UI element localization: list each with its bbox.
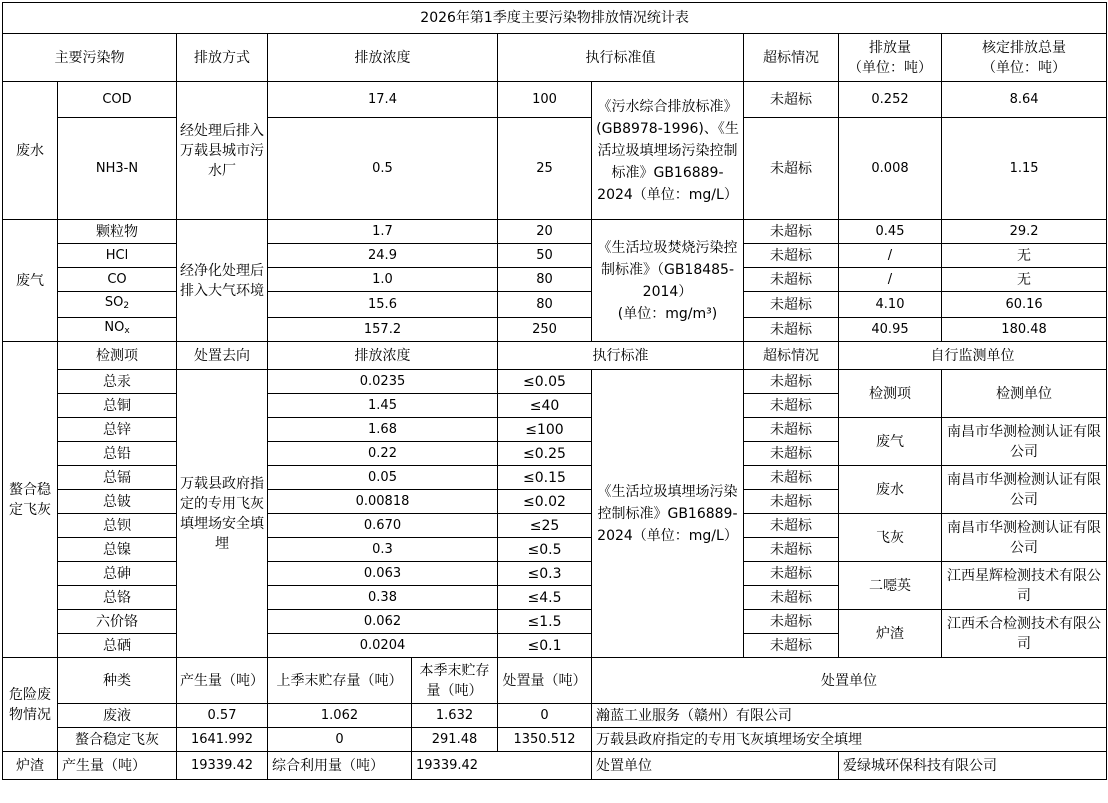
hazardous-produced: 1641.992 (177, 728, 268, 752)
flyash-limit: ≤0.25 (498, 442, 592, 466)
exhaust-limit: 250 (498, 318, 592, 342)
flyash-limit: ≤25 (498, 514, 592, 538)
wastewater-item: NH3-N (58, 118, 177, 220)
wastewater-method: 经处理后排入万载县城市污水厂 (177, 82, 268, 220)
hazardous-kind: 废液 (58, 704, 177, 728)
exhaust-item (58, 318, 177, 342)
flyash-item: 六价铬 (58, 610, 177, 634)
header-exceed: 超标情况 (744, 34, 839, 82)
flyash-limit: ≤40 (498, 394, 592, 418)
flyash-limit: ≤100 (498, 418, 592, 442)
monitor-item: 飞灰 (839, 514, 942, 562)
exhaust-standard (592, 220, 744, 342)
flyash-item: 总锌 (58, 418, 177, 442)
exhaust-amount: 0.45 (839, 220, 942, 244)
flyash-conc: 0.05 (268, 466, 498, 490)
flyash-header-exceed: 超标情况 (744, 342, 839, 370)
flyash-limit: ≤1.5 (498, 610, 592, 634)
flyash-status: 未超标 (744, 490, 839, 514)
wastewater-standard: 《污水综合排放标准》(GB8978-1996)、《生活垃圾填埋场污染控制标准》GB16889-2024（单位：mg/L） (592, 82, 744, 220)
monitor-item: 废气 (839, 418, 942, 466)
hazardous-prev-stock: 0 (268, 728, 412, 752)
monitor-unit: 南昌市华测检测认证有限公司 (942, 514, 1107, 562)
flyash-item: 总镉 (58, 466, 177, 490)
exhaust-total: 60.16 (942, 292, 1107, 318)
exhaust-status: 未超标 (744, 318, 839, 342)
hazardous-prev-stock: 1.062 (268, 704, 412, 728)
flyash-item: 总铜 (58, 394, 177, 418)
slag-category: 炉渣 (3, 752, 58, 780)
flyash-status: 未超标 (744, 442, 839, 466)
pollutant-statistics-table (2, 2, 1107, 780)
hazardous-disposed: 0 (498, 704, 592, 728)
hazardous-header-kind: 种类 (58, 658, 177, 704)
exhaust-total: 180.48 (942, 318, 1107, 342)
exhaust-limit: 20 (498, 220, 592, 244)
flyash-header-conc: 排放浓度 (268, 342, 498, 370)
hazardous-header-produced: 产生量（吨） (177, 658, 268, 704)
flyash-category: 螯合稳定飞灰 (3, 342, 58, 658)
flyash-item: 总镍 (58, 538, 177, 562)
flyash-conc: 1.45 (268, 394, 498, 418)
flyash-conc: 0.0204 (268, 634, 498, 658)
wastewater-conc: 0.5 (268, 118, 498, 220)
flyash-limit: ≤0.02 (498, 490, 592, 514)
exhaust-conc: 15.6 (268, 292, 498, 318)
slag-utilized-label: 综合利用量（吨） (268, 752, 412, 780)
exhaust-amount: / (839, 244, 942, 268)
wastewater-amount: 0.008 (839, 118, 942, 220)
monitor-unit: 南昌市华测检测认证有限公司 (942, 466, 1107, 514)
flyash-limit: ≤0.5 (498, 538, 592, 562)
exhaust-status: 未超标 (744, 268, 839, 292)
flyash-conc: 0.38 (268, 586, 498, 610)
monitor-unit: 江西禾合检测技术有限公司 (942, 610, 1107, 658)
exhaust-standard-text: 《生活垃圾焚烧污染控制标准》（GB18485-2014） (597, 239, 738, 300)
hazardous-header-curr-stock: 本季末贮存量（吨） (412, 658, 498, 704)
exhaust-method: 经净化处理后排入大气环境 (177, 220, 268, 342)
header-amount-line1: 排放量 (869, 39, 911, 56)
flyash-item: 总砷 (58, 562, 177, 586)
monitor-header-unit: 检测单位 (942, 370, 1107, 418)
monitor-header-item: 检测项 (839, 370, 942, 418)
flyash-conc: 0.3 (268, 538, 498, 562)
flyash-limit: ≤0.1 (498, 634, 592, 658)
hazardous-header-prev-stock: 上季末贮存量（吨） (268, 658, 412, 704)
hazardous-header-disposed: 处置量（吨） (498, 658, 592, 704)
exhaust-conc: 157.2 (268, 318, 498, 342)
flyash-status: 未超标 (744, 538, 839, 562)
header-amount-line2: （单位：吨） (848, 59, 932, 76)
exhaust-amount: / (839, 268, 942, 292)
header-standard: 执行标准值 (498, 34, 744, 82)
wastewater-category: 废水 (3, 82, 58, 220)
flyash-header-monitor: 自行监测单位 (839, 342, 1107, 370)
monitor-item: 炉渣 (839, 610, 942, 658)
wastewater-item: COD (58, 82, 177, 118)
exhaust-amount: 40.95 (839, 318, 942, 342)
exhaust-item-subscript: 2 (123, 301, 130, 311)
header-pollutant: 主要污染物 (3, 34, 177, 82)
exhaust-total: 无 (942, 244, 1107, 268)
exhaust-conc: 1.0 (268, 268, 498, 292)
flyash-status: 未超标 (744, 418, 839, 442)
wastewater-limit: 100 (498, 82, 592, 118)
flyash-destination: 万载县政府指定的专用飞灰填埋场安全填埋 (177, 370, 268, 658)
flyash-standard: 《生活垃圾填埋场污染控制标准》GB16889-2024（单位：mg/L） (592, 370, 744, 658)
flyash-conc: 0.670 (268, 514, 498, 538)
header-total (942, 34, 1107, 82)
slag-unit: 爱绿城环保科技有限公司 (839, 752, 1107, 780)
exhaust-conc: 24.9 (268, 244, 498, 268)
exhaust-limit: 80 (498, 292, 592, 318)
slag-produced: 19339.42 (177, 752, 268, 780)
exhaust-limit: 80 (498, 268, 592, 292)
flyash-status: 未超标 (744, 586, 839, 610)
hazardous-disposed: 1350.512 (498, 728, 592, 752)
flyash-status: 未超标 (744, 394, 839, 418)
header-concentration: 排放浓度 (268, 34, 498, 82)
exhaust-item (58, 292, 177, 318)
header-total-line2: （单位：吨） (982, 59, 1067, 76)
flyash-conc: 0.22 (268, 442, 498, 466)
hazardous-unit: 万载县政府指定的专用飞灰填埋场安全填埋 (592, 728, 1107, 752)
flyash-status: 未超标 (744, 562, 839, 586)
monitor-unit: 江西星辉检测技术有限公司 (942, 562, 1107, 610)
flyash-item: 总铅 (58, 442, 177, 466)
flyash-limit: ≤0.15 (498, 466, 592, 490)
exhaust-category: 废气 (3, 220, 58, 342)
flyash-item: 总铬 (58, 586, 177, 610)
flyash-conc: 0.00818 (268, 490, 498, 514)
hazardous-header-unit: 处置单位 (592, 658, 1107, 704)
exhaust-status: 未超标 (744, 292, 839, 318)
wastewater-amount: 0.252 (839, 82, 942, 118)
exhaust-conc: 1.7 (268, 220, 498, 244)
exhaust-limit: 50 (498, 244, 592, 268)
header-total-line1: 核定排放总量 (982, 39, 1067, 56)
monitor-item: 二噁英 (839, 562, 942, 610)
exhaust-amount: 4.10 (839, 292, 942, 318)
wastewater-limit: 25 (498, 118, 592, 220)
monitor-item: 废水 (839, 466, 942, 514)
header-amount (839, 34, 942, 82)
header-method: 排放方式 (177, 34, 268, 82)
flyash-item: 总钡 (58, 514, 177, 538)
exhaust-item: HCl (58, 244, 177, 268)
exhaust-status: 未超标 (744, 244, 839, 268)
table-title: 2026年第1季度主要污染物排放情况统计表 (3, 3, 1107, 34)
slag-produced-label: 产生量（吨） (58, 752, 177, 780)
exhaust-standard-unit: (单位：mg/m³) (617, 305, 718, 322)
exhaust-total: 29.2 (942, 220, 1107, 244)
exhaust-item-subscript: x (124, 326, 130, 336)
slag-unit-label: 处置单位 (592, 752, 839, 780)
flyash-conc: 0.062 (268, 610, 498, 634)
flyash-conc: 1.68 (268, 418, 498, 442)
exhaust-item-base: SO (104, 295, 124, 310)
exhaust-item-base: NO (104, 320, 125, 335)
hazardous-curr-stock: 291.48 (412, 728, 498, 752)
hazardous-kind: 螯合稳定飞灰 (58, 728, 177, 752)
exhaust-status: 未超标 (744, 220, 839, 244)
flyash-limit: ≤0.3 (498, 562, 592, 586)
hazardous-produced: 0.57 (177, 704, 268, 728)
flyash-limit: ≤0.05 (498, 370, 592, 394)
flyash-status: 未超标 (744, 610, 839, 634)
flyash-status: 未超标 (744, 514, 839, 538)
slag-utilized: 19339.42 (412, 752, 592, 780)
flyash-item: 总汞 (58, 370, 177, 394)
flyash-item: 总硒 (58, 634, 177, 658)
flyash-header-standard: 执行标准 (498, 342, 744, 370)
wastewater-total: 8.64 (942, 82, 1107, 118)
wastewater-conc: 17.4 (268, 82, 498, 118)
flyash-conc: 0.063 (268, 562, 498, 586)
hazardous-unit: 瀚蓝工业服务（赣州）有限公司 (592, 704, 1107, 728)
flyash-header-item: 检测项 (58, 342, 177, 370)
monitor-unit: 南昌市华测检测认证有限公司 (942, 418, 1107, 466)
exhaust-total: 无 (942, 268, 1107, 292)
flyash-item: 总铍 (58, 490, 177, 514)
flyash-status: 未超标 (744, 370, 839, 394)
flyash-status: 未超标 (744, 466, 839, 490)
wastewater-total: 1.15 (942, 118, 1107, 220)
flyash-conc: 0.0235 (268, 370, 498, 394)
exhaust-item: CO (58, 268, 177, 292)
hazardous-curr-stock: 1.632 (412, 704, 498, 728)
wastewater-status: 未超标 (744, 82, 839, 118)
flyash-status: 未超标 (744, 634, 839, 658)
flyash-limit: ≤4.5 (498, 586, 592, 610)
hazardous-category: 危险废物情况 (3, 658, 58, 752)
flyash-header-destination: 处置去向 (177, 342, 268, 370)
exhaust-item: 颗粒物 (58, 220, 177, 244)
wastewater-status: 未超标 (744, 118, 839, 220)
